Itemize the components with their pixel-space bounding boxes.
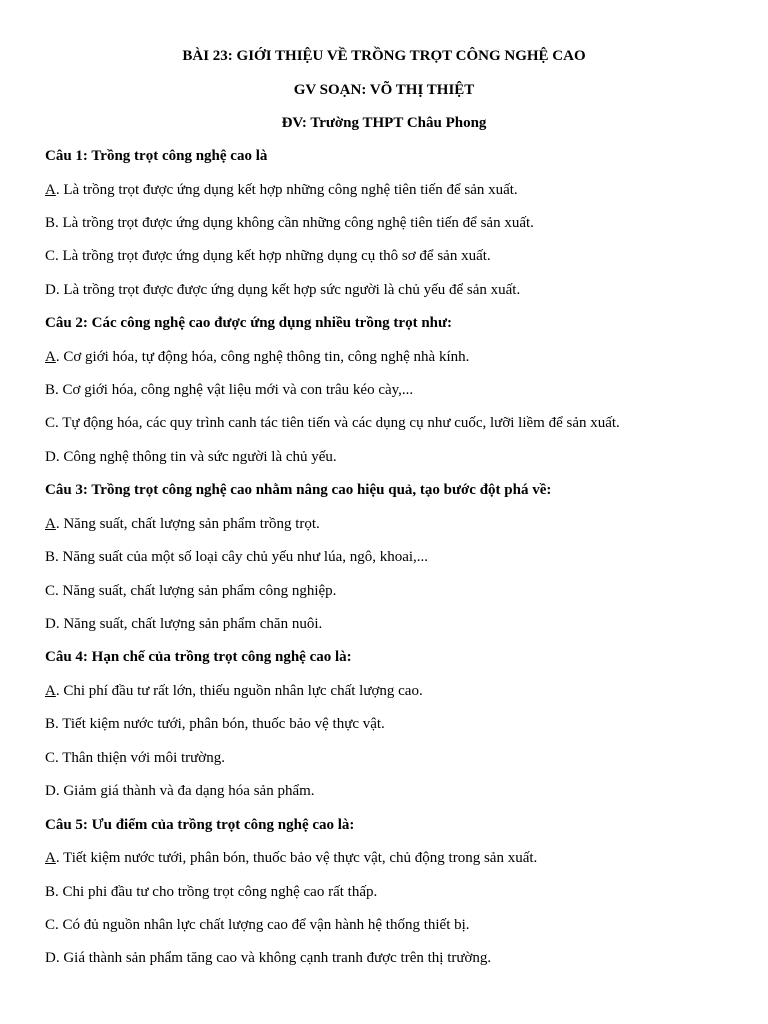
option-letter: A bbox=[45, 850, 56, 866]
question-3-option-b bbox=[45, 547, 428, 567]
option-text: . Cơ giới hóa, tự động hóa, công nghệ thông tin, công nghệ nhà kính. bbox=[55, 349, 470, 365]
option-text: . Năng suất, chất lượng sản phẩm chăn nuôi. bbox=[55, 616, 323, 632]
option-letter: B bbox=[45, 716, 56, 732]
author-line: GV SOẠN: VÕ THỊ THIỆT bbox=[293, 82, 475, 98]
question-1-option-b bbox=[45, 213, 534, 233]
option-letter: D bbox=[45, 783, 56, 799]
option-text: . Tiết kiệm nước tưới, phân bón, thuốc bảo vệ thực vật, chủ động trong sản xuất. bbox=[55, 850, 538, 866]
option-text: . Chi phí đầu tư rất lớn, thiếu nguồn nhân lực chất lượng cao. bbox=[55, 683, 423, 699]
option-letter: C bbox=[45, 248, 56, 264]
question-5-option-a bbox=[45, 848, 537, 868]
option-text: . Là trồng trọt được ứng dụng kết hợp những dụng cụ thô sơ để sản xuất. bbox=[55, 248, 491, 264]
question-1-option-c bbox=[45, 246, 491, 266]
option-text: . Năng suất, chất lượng sản phẩm trồng trọt. bbox=[55, 516, 320, 532]
option-text: . Giá thành sản phẩm tăng cao và không cạnh tranh được trên thị trường. bbox=[55, 950, 492, 966]
question-3-option-d bbox=[45, 614, 322, 634]
option-text: . Năng suất, chất lượng sản phẩm công nghiệp. bbox=[55, 583, 337, 599]
option-letter: A bbox=[45, 182, 56, 198]
question-5-option-c bbox=[45, 915, 470, 935]
question-3-option-c bbox=[45, 581, 336, 601]
option-text: . Tự động hóa, các quy trình canh tác tiên tiến và các dụng cụ như cuốc, lưỡi liềm để sản xuất. bbox=[55, 415, 620, 431]
question-5-stem: Câu 5: Ưu điểm của trồng trọt công nghệ cao là: bbox=[45, 817, 355, 833]
option-text: . Có đủ nguồn nhân lực chất lượng cao để vận hành hệ thống thiết bị. bbox=[55, 917, 470, 933]
option-text: . Cơ giới hóa, công nghệ vật liệu mới và con trâu kéo cày,... bbox=[55, 382, 414, 398]
option-letter: C bbox=[45, 917, 56, 933]
option-letter: C bbox=[45, 750, 56, 766]
option-text: . Năng suất của một số loại cây chủ yếu như lúa, ngô, khoai,... bbox=[55, 549, 429, 565]
option-letter: C bbox=[45, 415, 56, 431]
question-1-option-a bbox=[45, 180, 518, 200]
question-2-stem: Câu 2: Các công nghệ cao được ứng dụng nhiều trồng trọt như: bbox=[45, 315, 453, 331]
option-letter: D bbox=[45, 449, 56, 465]
option-letter: D bbox=[45, 282, 56, 298]
option-letter: D bbox=[45, 950, 56, 966]
option-letter: B bbox=[45, 549, 56, 565]
option-letter: B bbox=[45, 215, 56, 231]
option-letter: A bbox=[45, 516, 56, 532]
question-2-option-c bbox=[45, 413, 620, 433]
option-text: . Giảm giá thành và đa dạng hóa sản phẩm. bbox=[55, 783, 315, 799]
question-4-option-d bbox=[45, 781, 315, 801]
option-text: . Là trồng trọt được được ứng dụng kết hợp sức người là chủ yếu để sản xuất. bbox=[55, 282, 521, 298]
option-text: . Thân thiện với môi trường. bbox=[55, 750, 225, 766]
option-letter: B bbox=[45, 884, 56, 900]
option-letter: B bbox=[45, 382, 56, 398]
question-2-option-b bbox=[45, 380, 413, 400]
question-5-option-b bbox=[45, 882, 377, 902]
question-4-stem: Câu 4: Hạn chế của trồng trọt công nghệ cao là: bbox=[45, 649, 352, 665]
option-letter: D bbox=[45, 616, 56, 632]
option-text: . Là trồng trọt được ứng dụng không cần những công nghệ tiên tiến để sản xuất. bbox=[55, 215, 534, 231]
question-1-option-d bbox=[45, 280, 520, 300]
option-text: . Công nghệ thông tin và sức người là chủ yếu. bbox=[55, 449, 337, 465]
question-2-option-d bbox=[45, 447, 337, 467]
document-title: BÀI 23: GIỚI THIỆU VỀ TRỒNG TRỌT CÔNG NGHỆ CAO bbox=[182, 48, 586, 64]
school-line: ĐV: Trường THPT Châu Phong bbox=[281, 115, 487, 131]
question-3-stem: Câu 3: Trồng trọt công nghệ cao nhằm nâng cao hiệu quả, tạo bước đột phá về: bbox=[45, 482, 552, 498]
question-3-option-a bbox=[45, 514, 320, 534]
option-text: . Tiết kiệm nước tưới, phân bón, thuốc bảo vệ thực vật. bbox=[55, 716, 385, 732]
question-4-option-a bbox=[45, 681, 423, 701]
option-letter: C bbox=[45, 583, 56, 599]
option-letter: A bbox=[45, 349, 56, 365]
question-4-option-b bbox=[45, 714, 385, 734]
question-5-option-d bbox=[45, 948, 491, 968]
question-2-option-a bbox=[45, 347, 469, 367]
option-text: . Chi phi đầu tư cho trồng trọt công nghệ cao rất thấp. bbox=[55, 884, 378, 900]
option-text: . Là trồng trọt được ứng dụng kết hợp những công nghệ tiên tiến để sản xuất. bbox=[55, 182, 518, 198]
question-1-stem: Câu 1: Trồng trọt công nghệ cao là bbox=[45, 148, 268, 164]
question-4-option-c bbox=[45, 748, 225, 768]
option-letter: A bbox=[45, 683, 56, 699]
